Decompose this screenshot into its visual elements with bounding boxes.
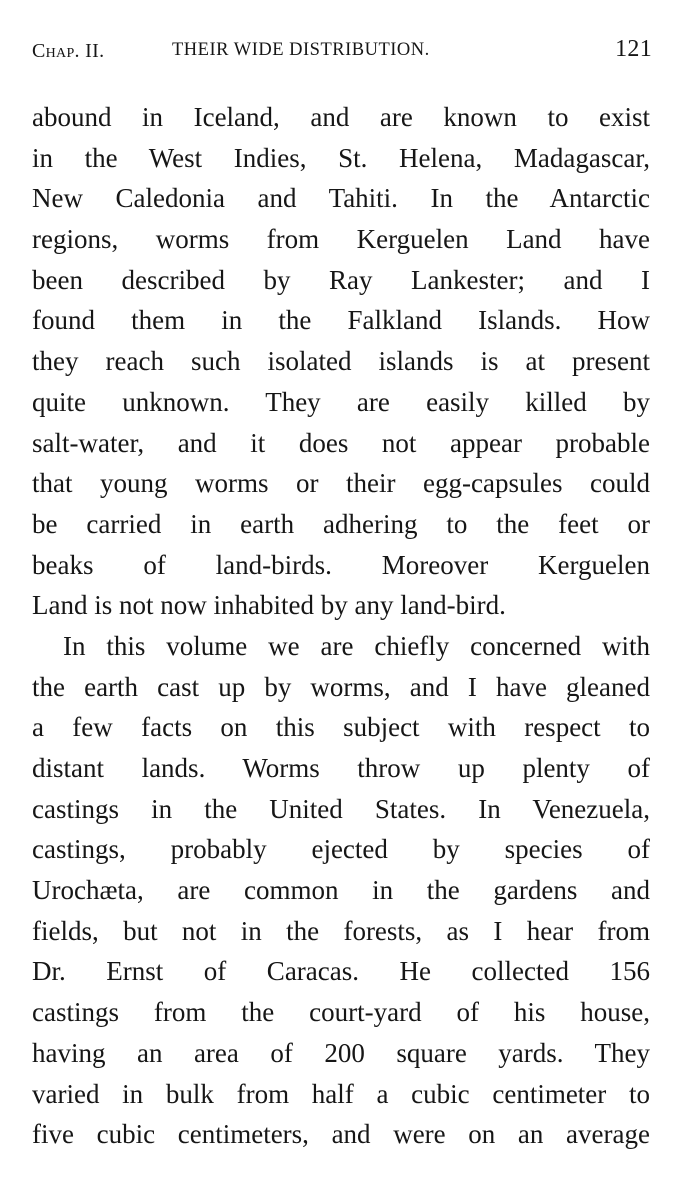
text-line: salt-water, and it does not appear probable: [32, 427, 650, 458]
text-line: regions, worms from Kerguelen Land have: [32, 224, 650, 255]
text-line: five cubic centimeters, and were on an average: [32, 1119, 650, 1150]
text-line: distant lands. Worms throw up plenty of: [32, 753, 650, 783]
text-line: having an area of 200 square yards. They: [32, 1037, 650, 1068]
text-line: the earth cast up by worms, and I have gleaned: [32, 671, 650, 702]
text-line: been described by Ray Lankester; and I: [32, 264, 650, 295]
running-head: [32, 34, 652, 68]
text-line: they reach such isolated islands is at present: [32, 346, 650, 377]
text-line: varied in bulk from half a cubic centimeter to: [32, 1078, 650, 1109]
paragraph-1: [32, 97, 650, 626]
chapter-label: Chap. II.: [32, 40, 105, 62]
page-number: 121: [615, 36, 652, 62]
text-line: Dr. Ernst of Caracas. He collected 156: [32, 956, 650, 987]
text-line: abound in Iceland, and are known to exist: [32, 102, 650, 132]
text-line: found them in the Falkland Islands. How: [32, 305, 650, 336]
paragraph-2: [32, 626, 650, 1155]
text-line: castings, probably ejected by species of: [32, 834, 650, 865]
text-line: in the West Indies, St. Helena, Madagascar,: [32, 142, 650, 173]
text-line: castings in the United States. In Venezuela,: [32, 793, 650, 824]
text-line: New Caledonia and Tahiti. In the Antarctic: [32, 183, 650, 214]
text-line: beaks of land-birds. Moreover Kerguelen: [32, 549, 650, 580]
running-title: THEIR WIDE DISTRIBUTION.: [172, 40, 430, 60]
body-text: [32, 97, 650, 1155]
text-line: be carried in earth adhering to the feet or: [32, 508, 650, 539]
text-line: a few facts on this subject with respect to: [32, 712, 650, 743]
text-line: that young worms or their egg-capsules could: [32, 468, 650, 499]
text-line: Urochæta, are common in the gardens and: [32, 875, 650, 906]
text-line: In this volume we are chiefly concerned with: [63, 630, 650, 661]
text-line: castings from the court-yard of his house,: [32, 997, 650, 1028]
text-line: quite unknown. They are easily killed by: [32, 386, 650, 417]
text-line: Land is not now inhabited by any land-bird.: [32, 590, 506, 621]
text-line: fields, but not in the forests, as I hear from: [32, 915, 650, 946]
